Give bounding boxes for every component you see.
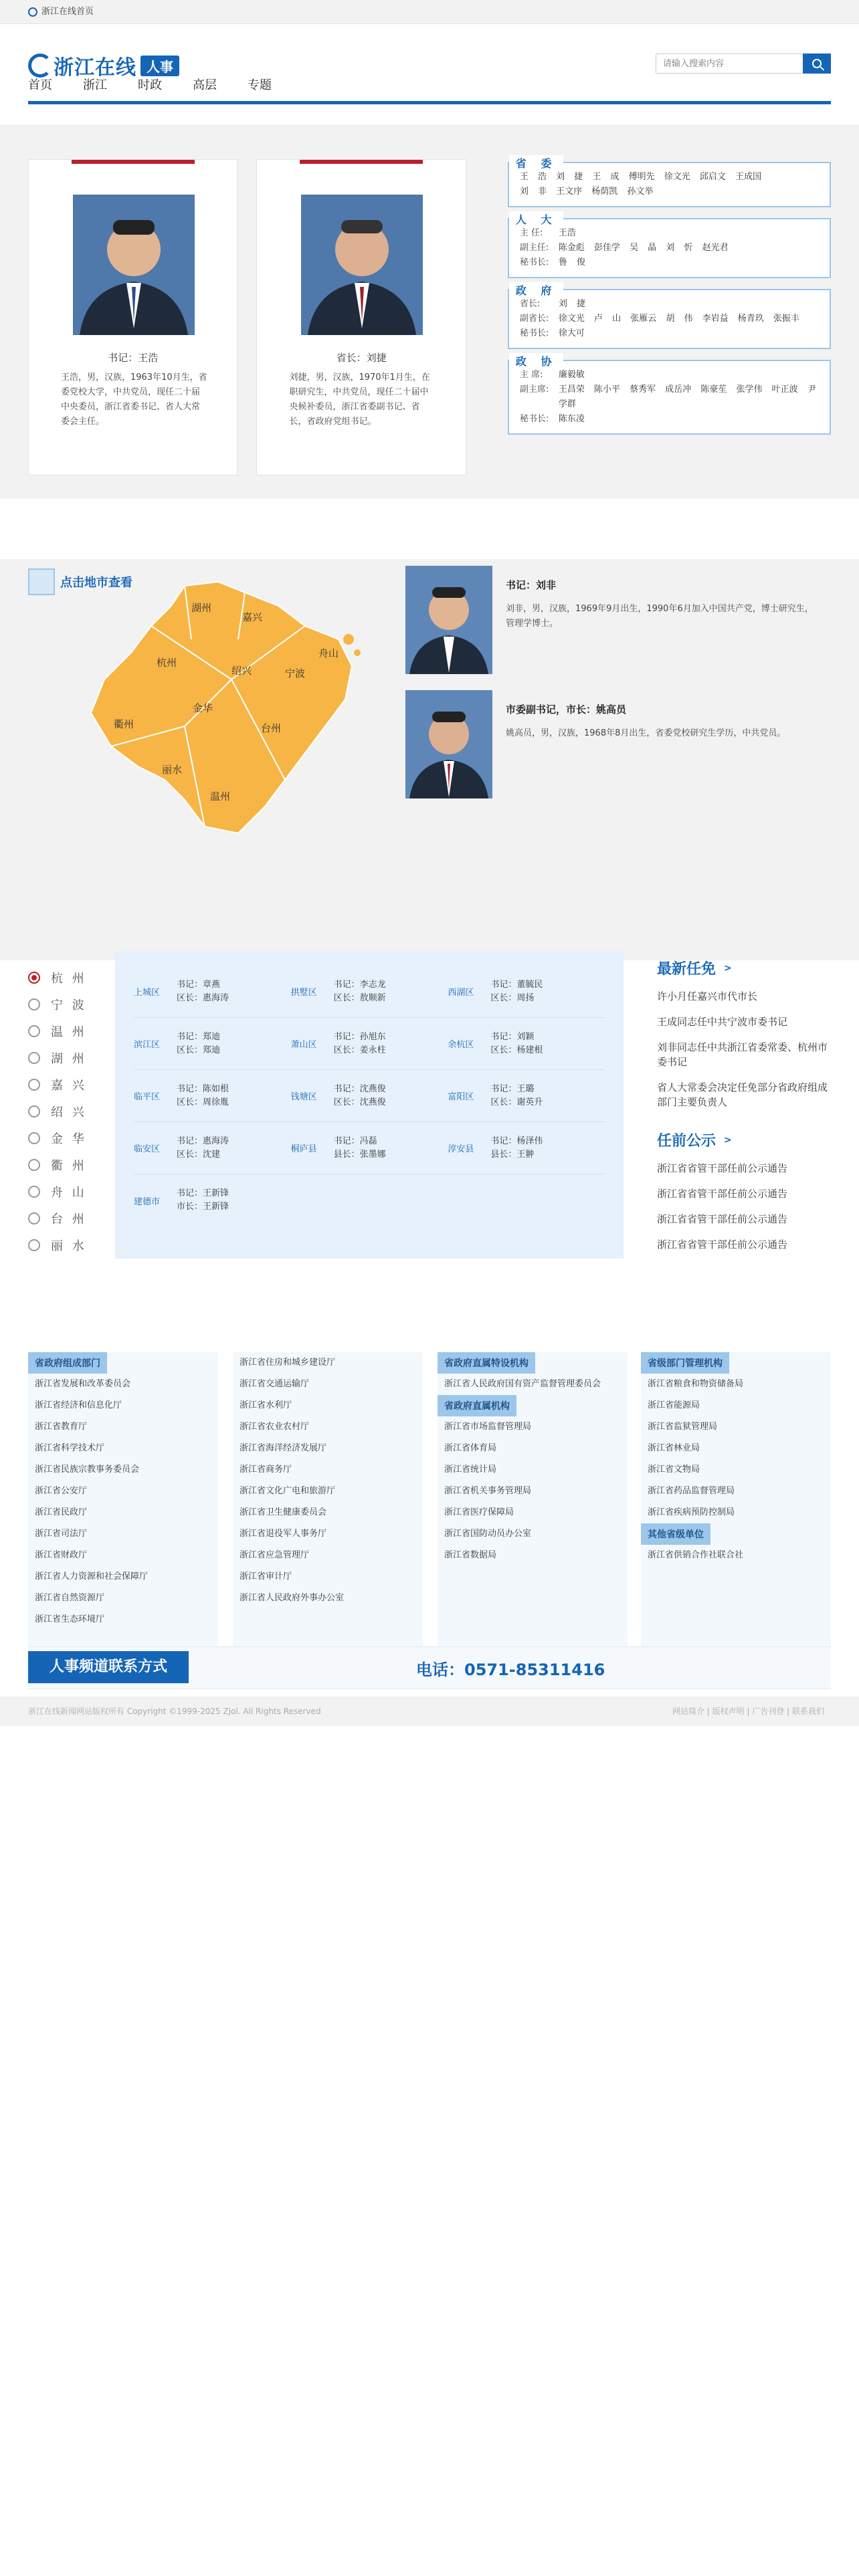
city-label: 嘉 兴: [51, 1079, 87, 1093]
footer: [0, 1697, 859, 1726]
district-line: 区长：惠海涛: [177, 992, 229, 1003]
dept-link[interactable]: 浙江省人力资源和社会保障厅: [35, 1572, 149, 1582]
dept-link[interactable]: 浙江省文物局: [648, 1465, 700, 1475]
dept-column-head: 其他省级单位: [641, 1523, 710, 1545]
org-row-key: 秘书长:: [519, 328, 549, 338]
district-name: 临平区: [134, 1092, 161, 1102]
org-row-value: 陈金彪 彭佳学 吴 晶 刘 忻 赵光君: [558, 243, 729, 253]
city-label: 温 州: [51, 1025, 87, 1039]
dept-link[interactable]: 浙江省海洋经济发展厅: [240, 1443, 327, 1453]
org-row: [520, 170, 820, 185]
map-label-huzhou[interactable]: 湖州: [191, 602, 212, 614]
city-item[interactable]: [28, 964, 87, 991]
org-row-key: 秘书长:: [519, 414, 549, 424]
org-row: [520, 412, 820, 427]
district-info: [490, 978, 543, 1005]
org-row-key: 副主席:: [519, 385, 549, 395]
dept-link[interactable]: 浙江省发展和改革委员会: [35, 1379, 131, 1389]
district-row: [134, 1122, 605, 1174]
district-info: [490, 1031, 543, 1057]
district-section: [28, 924, 831, 1352]
home-link[interactable]: 浙江在线首页: [41, 7, 94, 17]
notice-heading[interactable]: [657, 1130, 831, 1150]
city-label: 湖 州: [51, 1052, 87, 1066]
chevron-right-icon: >: [724, 962, 732, 974]
district-name: 上城区: [134, 988, 161, 998]
district-line: 书记：孙旭东: [333, 1031, 386, 1042]
city-item[interactable]: [28, 1045, 87, 1071]
dept-link[interactable]: 浙江省文化广电和旅游厅: [240, 1486, 336, 1496]
department-section: [28, 1352, 831, 1660]
org-row: [520, 326, 820, 341]
district-line: 书记：郑迪: [177, 1031, 221, 1042]
dept-link[interactable]: 浙江省自然资源厅: [35, 1593, 105, 1603]
district-info: [334, 1135, 386, 1162]
dept-link[interactable]: 浙江省商务厅: [240, 1465, 292, 1475]
district-info: [177, 978, 229, 1005]
district-name: 临安区: [134, 1144, 161, 1154]
district-info: [177, 1083, 229, 1109]
news-link[interactable]: 王成同志任中共宁波市委书记: [657, 1016, 788, 1028]
dept-column-head: 省政府直属机构: [438, 1395, 516, 1416]
org-row-value: 徐文光 卢 山 张雁云 胡 伟 李岩益 杨青玖 张振丰: [558, 314, 799, 324]
district-cell[interactable]: [134, 1031, 291, 1057]
profile-photo: [405, 690, 492, 798]
dept-link[interactable]: 浙江省经济和信息化厅: [35, 1400, 122, 1410]
district-line: 书记：杨泽伟: [490, 1136, 543, 1146]
nav-zhejiang[interactable]: 浙江: [83, 78, 107, 92]
district-line: 书记：王璐: [490, 1083, 535, 1094]
dept-link[interactable]: 浙江省机关事务管理局: [444, 1486, 532, 1496]
district-name: 淳安县: [448, 1144, 474, 1154]
news-link[interactable]: 刘非同志任中共浙江省委常委、杭州市委书记: [657, 1041, 828, 1068]
district-line: 区长：敖顺新: [333, 992, 386, 1003]
org-row: [520, 368, 820, 383]
map-label-lishui[interactable]: 丽水: [162, 764, 183, 776]
map-button-label: 点击地市查看: [60, 576, 132, 590]
news-link[interactable]: 许小月任嘉兴市代市长: [657, 990, 758, 1002]
org-row: [520, 241, 820, 255]
news-title: 最新任免: [657, 961, 717, 978]
district-line: 书记：王新锋: [177, 1188, 229, 1198]
district-row: [134, 1174, 605, 1226]
card-accent-bar: [72, 160, 195, 164]
district-info: [177, 1135, 229, 1162]
notice-link[interactable]: 浙江省省管干部任前公示通告: [657, 1213, 788, 1225]
dept-link[interactable]: 浙江省数据局: [444, 1550, 497, 1560]
dept-column-head: 省政府组成部门: [28, 1352, 107, 1374]
city-section: [0, 559, 859, 960]
org-head: 政 府: [509, 282, 564, 298]
org-panel-party: [508, 157, 831, 207]
dept-link[interactable]: 浙江省财政厅: [35, 1550, 88, 1560]
leader-title: 书记：王浩: [108, 352, 159, 364]
org-row-key: 主 任:: [519, 228, 543, 238]
radio-icon: [28, 998, 40, 1010]
radio-selected-icon: [28, 972, 40, 984]
dept-list: [438, 1374, 628, 1395]
org-row: [520, 297, 820, 312]
dept-link[interactable]: 浙江省科学技术厅: [35, 1443, 105, 1453]
district-name: 滨江区: [134, 1040, 161, 1050]
city-label: 台 州: [51, 1212, 87, 1226]
district-line: 书记：刘颖: [490, 1031, 535, 1042]
contact-label: 人事频道联系方式: [28, 1651, 189, 1683]
org-row-value: 王 浩 刘 捷 王 成 傅明先 徐文光 邱启文 王成国: [519, 172, 762, 182]
map-label-quzhou[interactable]: 衢州: [114, 718, 134, 730]
dept-column-head: 省级部门管理机构: [641, 1352, 729, 1374]
district-name: 桐庐县: [290, 1144, 317, 1154]
leader-photo: [73, 195, 195, 335]
dept-link[interactable]: 浙江省审计厅: [240, 1572, 292, 1582]
city-label: 绍 兴: [51, 1105, 87, 1119]
map-label-wenzhou[interactable]: 温州: [210, 790, 231, 802]
city-item[interactable]: [28, 1098, 87, 1125]
district-name: 富阳区: [448, 1092, 474, 1102]
radio-icon: [28, 1052, 40, 1064]
dept-link[interactable]: 浙江省人民政府国有资产监督管理委员会: [444, 1379, 601, 1389]
dept-link[interactable]: 浙江省国防动员办公室: [444, 1529, 532, 1539]
district-line: 区长：谢英升: [490, 1097, 543, 1107]
dept-column-head: 省政府直属特设机构: [438, 1352, 535, 1374]
org-panel-cppcc: [508, 355, 831, 435]
radio-icon: [28, 1079, 40, 1091]
city-item[interactable]: [28, 1125, 87, 1152]
profile-title: 书记：刘非: [506, 579, 557, 591]
nav-politics[interactable]: 时政: [138, 78, 162, 92]
org-head: 人 大: [509, 211, 564, 227]
leader-desc: 刘捷，男，汉族，1970年1月生，在职研究生，中共党员，现任二十届中央候补委员，浙江省委副书记、省长，省政府党组书记。: [289, 372, 430, 427]
island-shape: [354, 649, 361, 656]
org-row: [520, 383, 820, 412]
dept-link[interactable]: 浙江省能源局: [648, 1400, 700, 1410]
radio-icon: [28, 1212, 40, 1224]
org-row-value: 王昌荣 陈小平 蔡秀军 成岳冲 陈豪苼 张学伟 叶正波 尹学群: [558, 385, 816, 409]
search-icon: [812, 59, 822, 68]
district-cell[interactable]: [291, 1083, 448, 1109]
org-row-key: 主 席:: [519, 370, 543, 380]
org-row-value: 廉毅敏: [558, 370, 585, 380]
portrait-icon: [73, 195, 195, 335]
dept-list: [641, 1545, 831, 1566]
org-row: [520, 312, 820, 326]
district-info: [490, 1083, 543, 1109]
search-input[interactable]: [656, 53, 803, 74]
city-profile-secretary[interactable]: [405, 566, 820, 674]
notice-title: 任前公示: [657, 1133, 717, 1150]
leaders-section: [0, 124, 859, 499]
district-info: [334, 1083, 386, 1109]
dept-link[interactable]: 浙江省卫生健康委员会: [240, 1507, 327, 1517]
district-info: [334, 1031, 386, 1057]
profile-desc: 姚高员，男，汉族，1968年8月出生，省委党校研究生学历，中共党员。: [506, 728, 786, 738]
dept-link[interactable]: 浙江省交通运输厅: [240, 1379, 310, 1389]
org-row-value: 鲁 俊: [558, 257, 586, 267]
org-row-value: 王浩: [558, 228, 576, 238]
district-grid: [115, 951, 624, 1259]
org-row-value: 徐大可: [558, 328, 585, 338]
news-heading[interactable]: [657, 958, 831, 978]
dept-link[interactable]: 浙江省体育局: [444, 1443, 497, 1453]
leader-card-governor[interactable]: [256, 159, 466, 475]
contact-bar: [28, 1646, 831, 1689]
globe-icon: [28, 7, 37, 17]
island-shape: [343, 634, 354, 645]
dept-list: [28, 1374, 218, 1630]
radio-icon: [28, 1239, 40, 1251]
notice-link[interactable]: 浙江省省管干部任前公示通告: [657, 1162, 788, 1174]
district-name: 萧山区: [290, 1040, 317, 1050]
footer-copyright: 浙江在线新闻网站版权所有 Copyright ©1999-2025 Zjol. All Rights Reserved: [28, 1707, 321, 1716]
dept-link[interactable]: 浙江省市场监督管理局: [444, 1422, 532, 1432]
dept-link[interactable]: 浙江省应急管理厅: [240, 1550, 310, 1560]
city-item[interactable]: [28, 1205, 87, 1232]
city-label: 舟 山: [51, 1186, 87, 1200]
profile-title: 市委副书记，市长：姚高员: [506, 704, 627, 716]
portrait-icon: [301, 195, 423, 335]
footer-links[interactable]: 网站简介 | 版权声明 | 广告刊登 | 联系我们: [672, 1707, 824, 1716]
side-news: [657, 958, 831, 1263]
map-label-ningbo[interactable]: 宁波: [285, 667, 306, 679]
radio-icon: [28, 1186, 40, 1198]
district-line: 书记：李志龙: [333, 979, 386, 990]
district-line: 区长：沈燕俊: [333, 1097, 386, 1107]
dept-link[interactable]: 浙江省药品监督管理局: [648, 1486, 735, 1496]
district-info: [177, 1031, 220, 1057]
org-panel-npc: [508, 213, 831, 278]
dept-link[interactable]: 浙江省教育厅: [35, 1422, 88, 1432]
district-cell[interactable]: [448, 1135, 605, 1162]
org-row-value: 陈东凌: [558, 414, 585, 424]
district-name: 拱墅区: [290, 988, 317, 998]
dept-link[interactable]: 浙江省民政厅: [35, 1507, 88, 1517]
district-name: 西湖区: [448, 988, 474, 998]
dept-list: [438, 1416, 628, 1566]
dept-link[interactable]: 浙江省水利厅: [240, 1400, 292, 1410]
district-line: 区长：沈建: [177, 1149, 221, 1160]
city-item[interactable]: [28, 1018, 87, 1045]
dept-link[interactable]: 浙江省监狱管理局: [648, 1422, 718, 1432]
district-line: 区长：周扬: [490, 992, 535, 1003]
dept-link[interactable]: 浙江省生态环境厅: [35, 1614, 105, 1624]
search-box: [656, 53, 831, 74]
portrait-icon: [405, 690, 492, 798]
chevron-right-icon: >: [724, 1134, 732, 1146]
dept-link[interactable]: 浙江省司法厅: [35, 1529, 88, 1539]
district-line: 区长：姜永柱: [333, 1045, 386, 1055]
dept-column: [28, 1352, 218, 1646]
district-line: 市长：王新锋: [177, 1202, 229, 1212]
district-line: 书记：章燕: [177, 979, 221, 990]
nav-topics[interactable]: 专题: [248, 78, 272, 92]
radio-icon: [28, 1025, 40, 1037]
profile-photo: [405, 566, 492, 674]
district-cell[interactable]: [448, 1031, 605, 1057]
dept-link[interactable]: 浙江省民族宗教事务委员会: [35, 1465, 140, 1475]
district-line: 区长：杨建根: [490, 1045, 543, 1055]
district-line: 书记：陈如根: [177, 1083, 229, 1094]
dept-link[interactable]: 浙江省林业局: [648, 1443, 700, 1453]
city-label: 丽 水: [51, 1239, 87, 1253]
org-panels: [508, 159, 831, 475]
district-row: [134, 1070, 605, 1122]
district-cell[interactable]: [134, 1135, 291, 1162]
map-button-icon: [28, 568, 55, 595]
org-head: 政 协: [509, 353, 564, 368]
district-line: 县长：王翀: [490, 1149, 535, 1160]
district-name: 余杭区: [448, 1040, 474, 1050]
map-label-zhoushan[interactable]: 舟山: [318, 647, 339, 659]
district-line: 区长：郑迪: [177, 1045, 221, 1055]
leader-card-secretary[interactable]: [28, 159, 237, 475]
org-row: [520, 226, 820, 241]
news-link[interactable]: 省人大常委会决定任免部分省政府组成部门主要负责人: [657, 1081, 828, 1108]
dept-link[interactable]: 浙江省统计局: [444, 1465, 497, 1475]
org-row-key: 副主任:: [519, 243, 549, 253]
top-bar: [0, 0, 859, 24]
district-name: 建德市: [134, 1196, 161, 1207]
map-label-hangzhou[interactable]: 杭州: [157, 657, 177, 669]
city-label: 金 华: [51, 1132, 87, 1146]
map-label-jinhua[interactable]: 金华: [193, 702, 213, 714]
card-accent-bar: [300, 160, 423, 164]
radio-icon: [28, 1105, 40, 1117]
city-label: 杭 州: [51, 972, 87, 986]
radio-icon: [28, 1159, 40, 1171]
dept-link[interactable]: 浙江省住房和城乡建设厅: [240, 1358, 336, 1368]
district-cell[interactable]: [291, 1031, 448, 1057]
dept-column: [438, 1352, 628, 1646]
dept-link[interactable]: 浙江省人民政府外事办公室: [240, 1593, 345, 1603]
city-item[interactable]: [28, 1232, 87, 1259]
district-line: 区长：周徐胤: [177, 1097, 229, 1107]
portrait-icon: [405, 566, 492, 674]
map-label-taizhou[interactable]: 台州: [261, 722, 282, 734]
district-info: [177, 1187, 229, 1214]
district-row: [134, 966, 605, 1018]
city-item[interactable]: [28, 1071, 87, 1098]
district-line: 书记：董毓民: [490, 979, 543, 990]
district-cell[interactable]: [448, 1083, 605, 1109]
leader-title: 省长：刘捷: [336, 352, 387, 364]
district-info: [490, 1135, 543, 1162]
city-item[interactable]: [28, 1152, 87, 1178]
district-name: 钱塘区: [290, 1092, 317, 1102]
dept-column: [233, 1352, 423, 1646]
dept-link[interactable]: 浙江省退役军人事务厅: [240, 1529, 327, 1539]
district-row: [134, 1018, 605, 1070]
district-info: [334, 978, 386, 1005]
map-label-jiaxing[interactable]: 嘉兴: [242, 611, 263, 623]
nav-top[interactable]: 高层: [193, 78, 217, 92]
district-line: 书记：沈燕俊: [333, 1083, 386, 1094]
notice-link[interactable]: 浙江省省管干部任前公示通告: [657, 1239, 788, 1251]
district-line: 书记：惠海涛: [177, 1136, 229, 1146]
dept-link[interactable]: 浙江省供销合作社联合社: [648, 1550, 744, 1560]
zhejiang-map[interactable]: [84, 579, 372, 837]
district-cell[interactable]: [134, 1187, 291, 1214]
district-line: 县长：张墨娜: [333, 1149, 386, 1160]
leader-photo: [301, 195, 423, 335]
city-list: [28, 964, 87, 1259]
dept-list: [233, 1352, 423, 1609]
district-cell[interactable]: [134, 978, 291, 1005]
nav-home[interactable]: 首页: [28, 78, 52, 92]
search-button[interactable]: [803, 53, 831, 74]
org-row-key: 省长:: [519, 299, 541, 309]
dept-link[interactable]: 浙江省粮食和物资储备局: [648, 1379, 744, 1389]
org-row-key: 副省长:: [519, 314, 549, 324]
dept-list: [641, 1374, 831, 1523]
org-head: 省 委: [509, 155, 564, 171]
district-line: 书记：冯磊: [333, 1136, 377, 1146]
logo-tag: 人事: [140, 56, 179, 76]
city-item[interactable]: [28, 1178, 87, 1205]
map-label-shaoxing[interactable]: 绍兴: [231, 665, 252, 677]
city-label: 宁 波: [51, 998, 87, 1012]
org-row-value: 刘 非 王文序 杨荫凯 孙文举: [519, 187, 654, 197]
dept-column: [641, 1352, 831, 1646]
dept-link[interactable]: 浙江省医疗保障局: [444, 1507, 514, 1517]
radio-icon: [28, 1132, 40, 1144]
leader-desc: 王浩，男，汉族，1963年10月生，省委党校大学，中共党员，现任二十届中央委员，浙江省委书记、省人大常委会主任。: [61, 372, 207, 427]
org-panel-government: [508, 284, 831, 349]
contact-phone: 电话：0571-85311416: [416, 1660, 605, 1679]
profile-desc: 刘非，男，汉族，1969年9月出生，1990年6月加入中国共产党，博士研究生，管理学博士。: [506, 604, 814, 629]
district-cell[interactable]: [134, 1083, 291, 1109]
district-cell[interactable]: [291, 1135, 448, 1162]
district-cell[interactable]: [291, 978, 448, 1005]
logo-text: 浙江在线: [54, 56, 136, 80]
city-label: 衢 州: [51, 1159, 87, 1173]
dept-link[interactable]: 浙江省农业农村厅: [240, 1422, 310, 1432]
dept-link[interactable]: 浙江省公安厅: [35, 1486, 88, 1496]
dept-link[interactable]: 浙江省疾病预防控制局: [648, 1507, 735, 1517]
org-row-key: 秘书长:: [519, 257, 549, 267]
notice-link[interactable]: 浙江省省管干部任前公示通告: [657, 1188, 788, 1200]
org-row-value: 刘 捷: [558, 299, 586, 309]
main-nav: [28, 72, 831, 104]
org-row: [520, 185, 820, 199]
org-row: [520, 255, 820, 270]
city-profile-mayor[interactable]: [405, 690, 820, 798]
district-cell[interactable]: [448, 978, 605, 1005]
city-item[interactable]: [28, 991, 87, 1018]
